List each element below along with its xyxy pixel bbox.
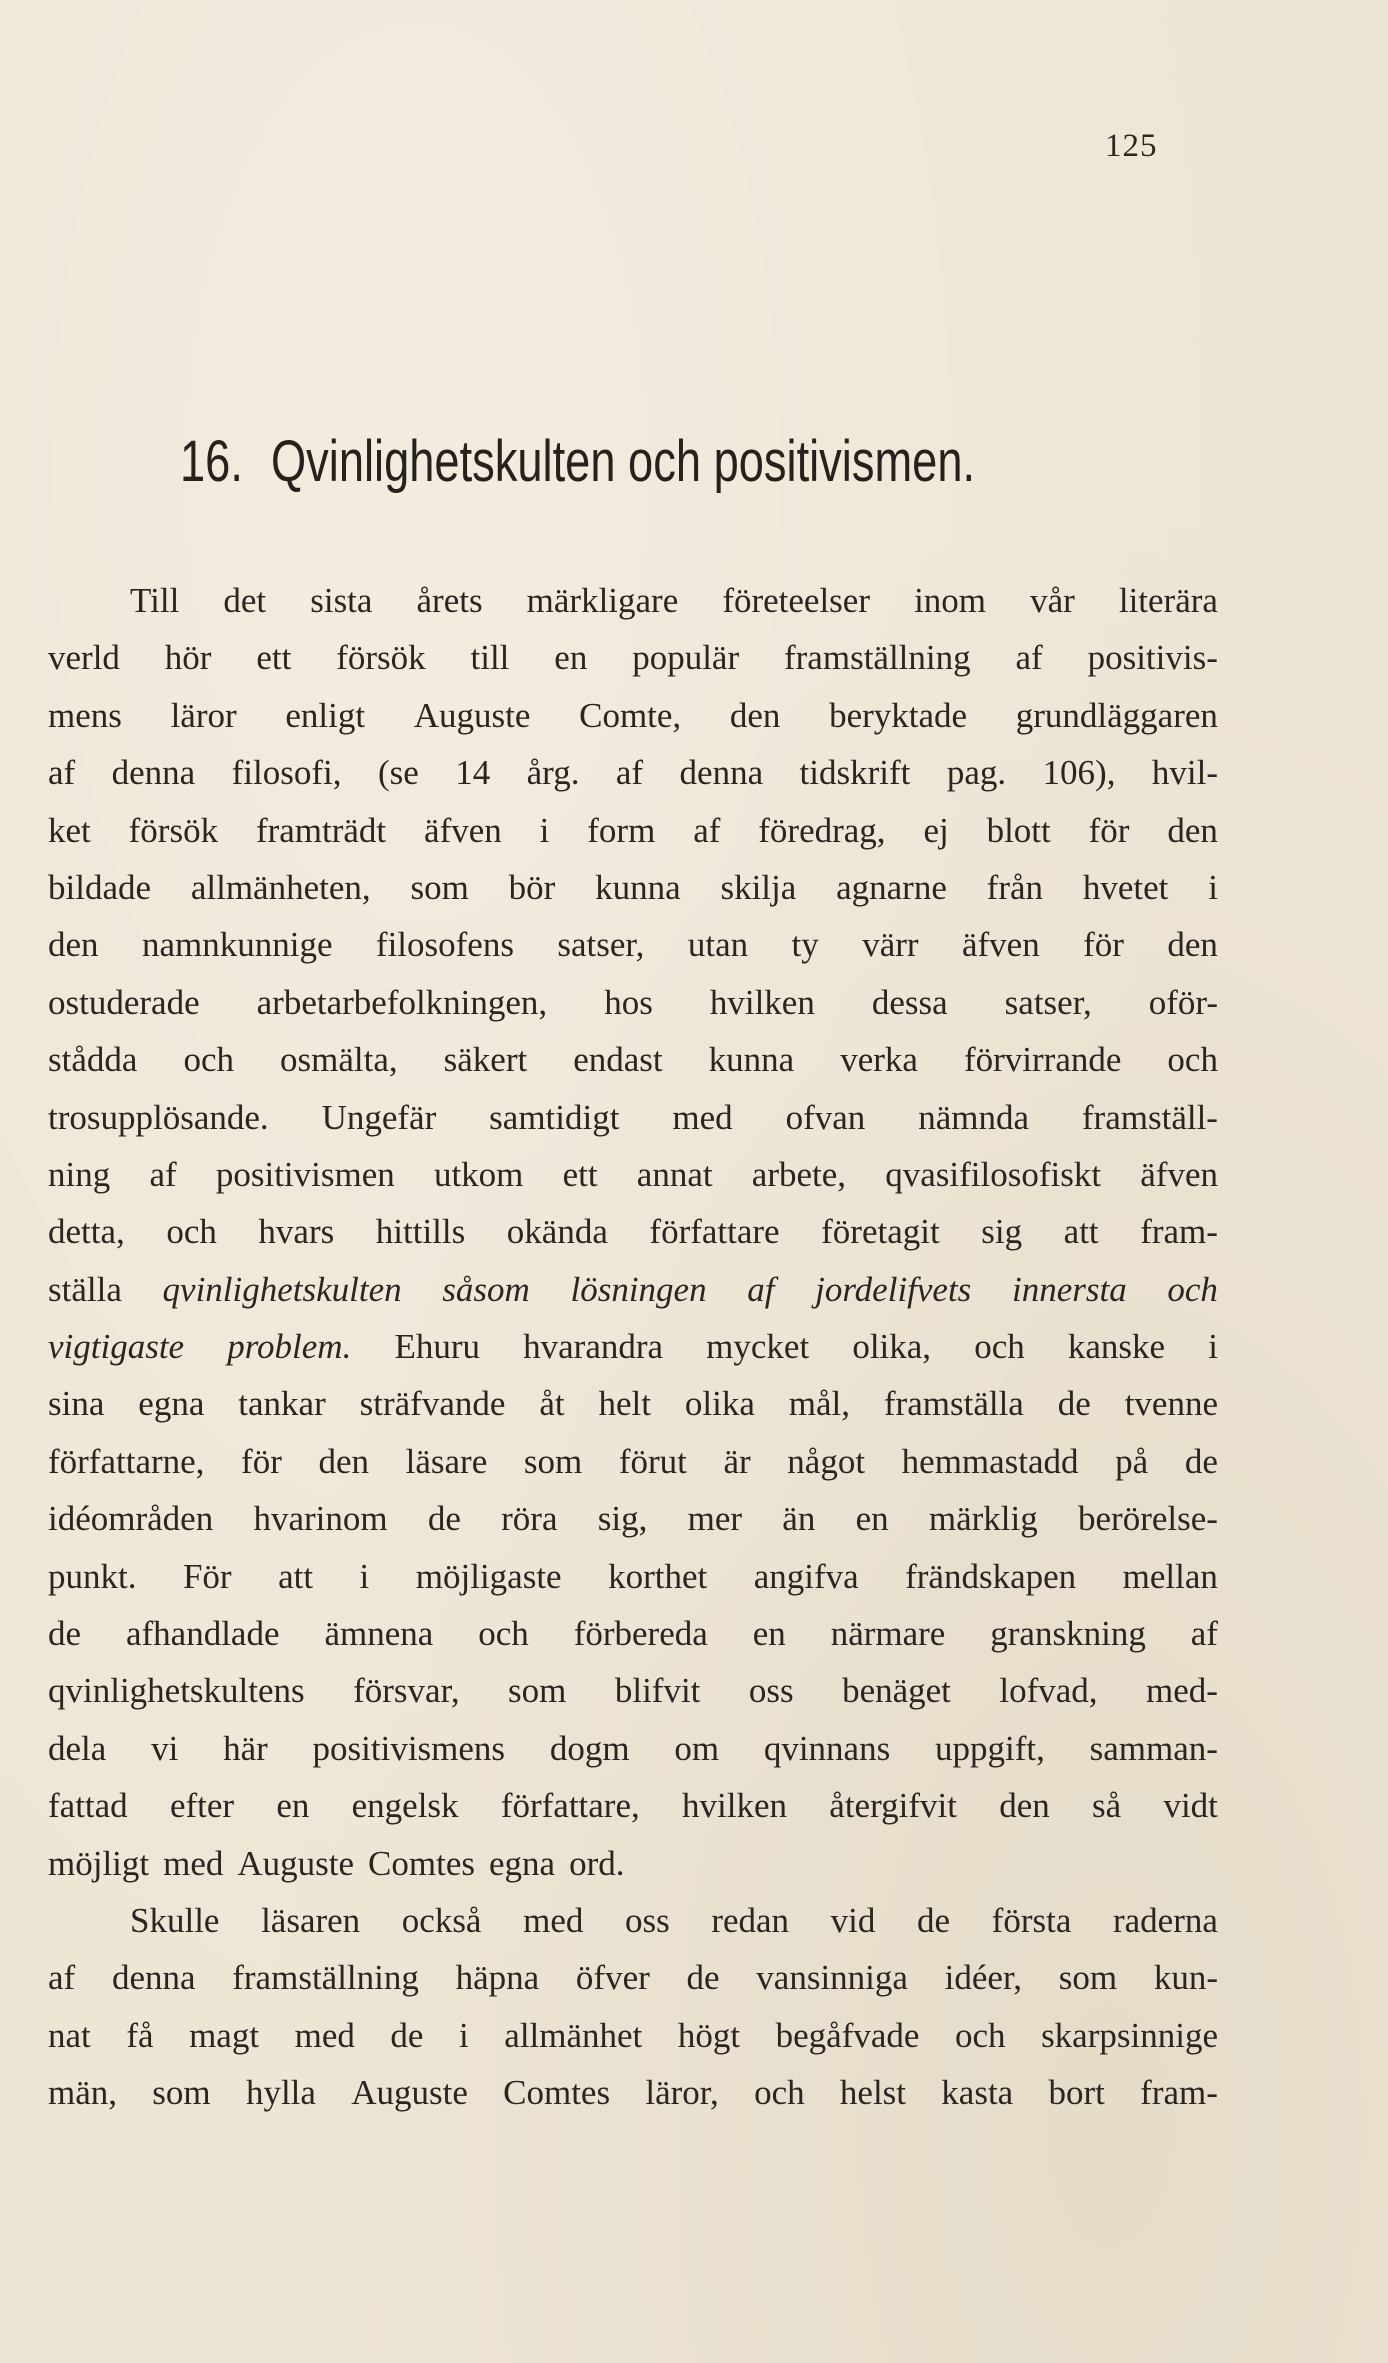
word: dogm [549, 1728, 630, 1768]
word: till [470, 638, 510, 678]
word: satser, [1004, 982, 1092, 1022]
text-line [48, 1318, 1218, 1375]
word: den [729, 695, 781, 735]
word: oför- [1148, 982, 1218, 1022]
text-line [48, 2064, 1218, 2121]
word: helst [839, 2073, 907, 2113]
word: denna [679, 753, 764, 793]
word: beryktade [829, 695, 968, 735]
word: ket [48, 810, 91, 850]
word: 106), [1042, 753, 1116, 793]
word: föredrag, [758, 810, 886, 850]
word: och [1167, 1269, 1218, 1309]
word: och [183, 1040, 234, 1080]
text-line [48, 744, 1218, 801]
word: osmälta, [280, 1040, 398, 1080]
word: säkert [443, 1040, 528, 1080]
word: vår [1030, 581, 1075, 620]
word: Comte, [579, 695, 682, 735]
word: oss [624, 1900, 670, 1940]
body-text [48, 572, 1218, 2122]
word: raderna [1112, 1900, 1218, 1940]
word: För [182, 1556, 232, 1596]
word: Comtes [503, 2073, 611, 2113]
word: i [459, 2015, 469, 2055]
word: inom [914, 581, 987, 620]
word: i [539, 810, 550, 850]
text-line [48, 1203, 1218, 1260]
word: högt [677, 2015, 741, 2055]
word: endast [573, 1040, 663, 1080]
word: verld [48, 638, 120, 678]
word: för [1088, 810, 1130, 850]
word: Comtes [368, 1843, 475, 1883]
word: idéområden [48, 1499, 214, 1539]
word: årg. [526, 753, 580, 793]
word: att [278, 1556, 314, 1596]
word: Auguste [413, 695, 531, 735]
word: företagit [821, 1212, 940, 1252]
word: den [318, 1441, 370, 1481]
word: lösningen [570, 1269, 707, 1309]
word: Ungefär [321, 1097, 437, 1137]
word: få [126, 2015, 154, 2055]
word: hos [604, 982, 653, 1022]
word: framställa [883, 1384, 1024, 1424]
word: hvil- [1151, 753, 1218, 793]
word: de [917, 1900, 951, 1940]
word: Auguste [351, 2073, 468, 2113]
word: läsaren [261, 1900, 361, 1940]
word: populär [632, 638, 740, 678]
word: positivismens [312, 1728, 506, 1768]
word: märklig [928, 1499, 1038, 1539]
word: qvinlighetskultens [48, 1671, 305, 1711]
word: kasta [941, 2073, 1014, 2113]
word: samman- [1089, 1728, 1218, 1768]
word: försök [128, 810, 219, 850]
word: lofvad, [999, 1671, 1098, 1711]
word: kun- [1153, 1958, 1218, 1998]
word: förbereda [573, 1614, 708, 1654]
word: på [1115, 1441, 1149, 1481]
chapter-number: 16. [180, 429, 243, 494]
word: kunna [595, 867, 681, 907]
word: försök [336, 638, 426, 678]
word: magt [189, 2015, 260, 2055]
text-line [48, 572, 1218, 629]
word: en [752, 1614, 786, 1654]
word: den [999, 1786, 1050, 1826]
text-line [48, 629, 1218, 686]
word: punkt. [48, 1556, 137, 1596]
word: med- [1145, 1671, 1218, 1711]
word: från [986, 867, 1044, 907]
word: de [686, 1958, 720, 1998]
word: vidt [1163, 1786, 1218, 1826]
word: berörelse- [1078, 1499, 1218, 1539]
word: utkom [433, 1154, 524, 1194]
word: annat [636, 1154, 713, 1194]
word: värr [862, 925, 919, 965]
word: frändskapen [905, 1556, 1077, 1596]
word: af [615, 753, 644, 793]
word: vi [151, 1728, 179, 1768]
word: arbete, [751, 1154, 847, 1194]
word: Ehuru [394, 1327, 480, 1367]
word: efter [169, 1786, 235, 1826]
text-line [48, 1835, 1218, 1892]
chapter-title: Qvinlighetskulten och positivismen. [270, 429, 976, 494]
word: ställa [48, 1269, 122, 1309]
word: qvasifilosofiskt [885, 1154, 1102, 1194]
word: hör [164, 638, 212, 678]
word: och [478, 1614, 529, 1654]
word: sig, [597, 1499, 648, 1539]
word: framställning [784, 638, 971, 678]
word: engelsk [351, 1786, 459, 1826]
text-line [48, 974, 1218, 1031]
text-line [48, 1490, 1218, 1547]
word: kanske [1067, 1327, 1166, 1367]
word: samtidigt [489, 1097, 620, 1137]
word: med [294, 2015, 355, 2055]
word: i [1208, 1327, 1218, 1367]
word: egna [138, 1384, 205, 1424]
word: denna [111, 1958, 196, 1998]
word: af [149, 1154, 177, 1194]
word: ord. [569, 1843, 625, 1883]
word: såsom [442, 1269, 530, 1309]
word: redan [711, 1900, 790, 1940]
word: utan [687, 925, 749, 965]
word: röra [501, 1499, 558, 1539]
word: de [1057, 1384, 1091, 1424]
word: af [48, 753, 76, 793]
word: som [410, 867, 469, 907]
text-line [48, 687, 1218, 744]
word: framställning [232, 1958, 419, 1998]
text-line [48, 1146, 1218, 1203]
word: positivis- [1087, 638, 1218, 678]
word: för [1083, 925, 1124, 965]
word: årets [416, 581, 483, 620]
word: sig [981, 1212, 1023, 1252]
word: innersta [1011, 1269, 1127, 1309]
word: möjligt [48, 1843, 150, 1883]
word: ett [256, 638, 292, 678]
word: hvarandra [523, 1327, 664, 1367]
word: de [1184, 1441, 1218, 1481]
word: hvilken [682, 1786, 788, 1826]
word: och [1167, 1040, 1218, 1080]
word: ett [562, 1154, 598, 1194]
word: enligt [285, 695, 366, 735]
word: med [672, 1097, 733, 1137]
word: hylla [245, 2073, 316, 2113]
word: blifvit [614, 1671, 701, 1711]
word: åt [539, 1384, 565, 1424]
word: mens [48, 695, 122, 735]
text-line [48, 1261, 1218, 1318]
word: en [276, 1786, 310, 1826]
word: sista [310, 581, 373, 620]
word: oss [748, 1671, 794, 1711]
word: nat [48, 2015, 91, 2055]
word: än [782, 1499, 816, 1539]
word: bildade [48, 867, 152, 907]
word: författare, [500, 1786, 640, 1826]
word: i [359, 1556, 370, 1596]
word: begåfvade [775, 2015, 920, 2055]
word: en [855, 1499, 889, 1539]
word: vansinniga [756, 1958, 908, 1998]
page-number: 125 [1105, 128, 1158, 164]
word: Auguste [237, 1843, 355, 1883]
word: en [554, 638, 588, 678]
text-line [48, 1949, 1218, 2006]
word: okända [506, 1212, 608, 1252]
word: om [674, 1728, 720, 1768]
word: hvarinom [253, 1499, 388, 1539]
word: ostuderade [48, 982, 200, 1022]
word: mellan [1122, 1556, 1218, 1596]
word: trosupplösande. [48, 1097, 269, 1137]
word: grundläggaren [1015, 695, 1218, 735]
word: (se [377, 753, 419, 793]
word: äfven [424, 810, 502, 850]
word: vid [830, 1900, 876, 1940]
word: så [1092, 1786, 1122, 1826]
word: hvars [258, 1212, 335, 1252]
word: af [1015, 638, 1043, 678]
word: af [48, 1958, 76, 1998]
word: fram- [1140, 1212, 1218, 1252]
word: af [1190, 1614, 1218, 1654]
word: stådda [48, 1040, 138, 1080]
word: tidskrift [799, 753, 911, 793]
word: skilja [720, 867, 797, 907]
word: afhandlade [125, 1614, 280, 1654]
word: som [508, 1671, 567, 1711]
text-line [48, 802, 1218, 859]
word: med [163, 1843, 224, 1883]
word: närmare [830, 1614, 946, 1654]
word: författarne, [48, 1441, 205, 1481]
text-line [48, 1375, 1218, 1432]
word: också [401, 1900, 482, 1940]
word: som [152, 2073, 211, 2113]
text-line [48, 1031, 1218, 1088]
text-line [48, 859, 1218, 916]
word: bör [508, 867, 556, 907]
word: filosofi, [231, 753, 342, 793]
word: äfven [961, 925, 1040, 965]
word: första [991, 1900, 1072, 1940]
word: egna [489, 1843, 556, 1883]
text-line [48, 1892, 1218, 1949]
word: läror [170, 695, 237, 735]
word: i [1208, 867, 1218, 907]
word: den [1167, 925, 1218, 965]
word: de [427, 1499, 461, 1539]
word: hemmastadd [901, 1441, 1079, 1481]
word: något [787, 1441, 866, 1481]
word: jordelifvets [815, 1269, 972, 1309]
word: de [390, 2015, 424, 2055]
word: återgifvit [829, 1786, 957, 1826]
word: äfven [1140, 1154, 1218, 1194]
word: dela [48, 1728, 107, 1768]
word: mål, [788, 1384, 850, 1424]
word: öfver [575, 1958, 650, 1998]
word: 14 [455, 753, 491, 793]
word: ej [923, 810, 949, 850]
word: filosofens [375, 925, 514, 965]
word: att [1063, 1212, 1099, 1252]
word: olika, [852, 1327, 932, 1367]
text-line [48, 1089, 1218, 1146]
word: läsare [405, 1441, 488, 1481]
word: benäget [842, 1671, 951, 1711]
word: försvar, [353, 1671, 460, 1711]
word: qvinlighetskulten [162, 1269, 402, 1309]
word: detta, [48, 1212, 125, 1252]
word: med [523, 1900, 584, 1940]
word: företeelser [722, 581, 870, 620]
word: fattad [48, 1786, 128, 1826]
word: helt [598, 1384, 651, 1424]
word: uppgift, [934, 1728, 1045, 1768]
word: sträfvande [359, 1384, 506, 1424]
word: allmänhet [504, 2015, 643, 2055]
word: hittills [375, 1212, 466, 1252]
text-line [48, 1605, 1218, 1662]
word: ämnena [324, 1614, 434, 1654]
word: den [48, 925, 99, 965]
word: hvilken [709, 982, 815, 1022]
text-line [48, 1548, 1218, 1605]
word: ofvan [785, 1097, 866, 1137]
word: tvenne [1124, 1384, 1218, 1424]
word: af [747, 1269, 775, 1309]
word: och [954, 2015, 1006, 2055]
word: de [48, 1614, 82, 1654]
word: problem. [227, 1327, 352, 1367]
word: pag. [946, 753, 1007, 793]
word: för [241, 1441, 282, 1481]
word: nämnda [918, 1097, 1029, 1137]
text-line [48, 1433, 1218, 1490]
word: och [754, 2073, 805, 2113]
word: namnkunnige [141, 925, 333, 965]
word: fram- [1140, 2073, 1218, 2113]
word: korthet [608, 1556, 708, 1596]
word: agnarne [836, 867, 947, 907]
word: positivismen [215, 1154, 395, 1194]
word: som [1058, 1958, 1118, 1998]
word: förvirrande [963, 1040, 1122, 1080]
word: angifva [753, 1556, 859, 1596]
text-line [48, 1720, 1218, 1777]
word: möjligaste [415, 1556, 562, 1596]
word: form [587, 810, 656, 850]
word: blott [986, 810, 1051, 850]
word: läror, [645, 2073, 719, 2113]
word: förut [618, 1441, 687, 1481]
word: är [723, 1441, 751, 1481]
chapter-heading [180, 428, 999, 495]
word: arbetarbefolkningen, [256, 982, 548, 1022]
word: bort [1048, 2073, 1105, 2113]
word: mycket [706, 1327, 810, 1367]
word: vigtigaste [48, 1327, 185, 1367]
word: som [523, 1441, 583, 1481]
word: denna [111, 753, 196, 793]
word: män, [48, 2073, 118, 2113]
word: sina [48, 1384, 105, 1424]
word: den [1167, 810, 1218, 850]
word: skarpsinnige [1041, 2015, 1218, 2055]
word: och [166, 1212, 217, 1252]
word: framställ- [1081, 1097, 1218, 1137]
word: Till [130, 581, 180, 620]
word: allmänheten, [190, 867, 371, 907]
text-line [48, 916, 1218, 973]
word: dessa [871, 982, 948, 1022]
word: och [974, 1327, 1025, 1367]
text-line [48, 2007, 1218, 2064]
word: hvetet [1082, 867, 1169, 907]
word: literära [1118, 581, 1218, 620]
word: häpna [455, 1958, 540, 1998]
word: tankar [238, 1384, 326, 1424]
word: ty [791, 925, 819, 965]
word: granskning [990, 1614, 1146, 1654]
word: Skulle [130, 1900, 220, 1940]
text-line [48, 1777, 1218, 1834]
word: ning [48, 1154, 111, 1194]
text-line [48, 1662, 1218, 1719]
word: författare [649, 1212, 780, 1252]
word: idéer, [944, 1958, 1022, 1998]
word: qvinnans [763, 1728, 891, 1768]
word: verka [840, 1040, 918, 1080]
word: framträdt [255, 810, 387, 850]
word: mer [687, 1499, 743, 1539]
word: kunna [708, 1040, 795, 1080]
word: olika [684, 1384, 755, 1424]
word: det [223, 581, 267, 620]
word: här [223, 1728, 268, 1768]
word: satser, [557, 925, 645, 965]
word: märkligare [526, 581, 679, 620]
word: af [693, 810, 721, 850]
